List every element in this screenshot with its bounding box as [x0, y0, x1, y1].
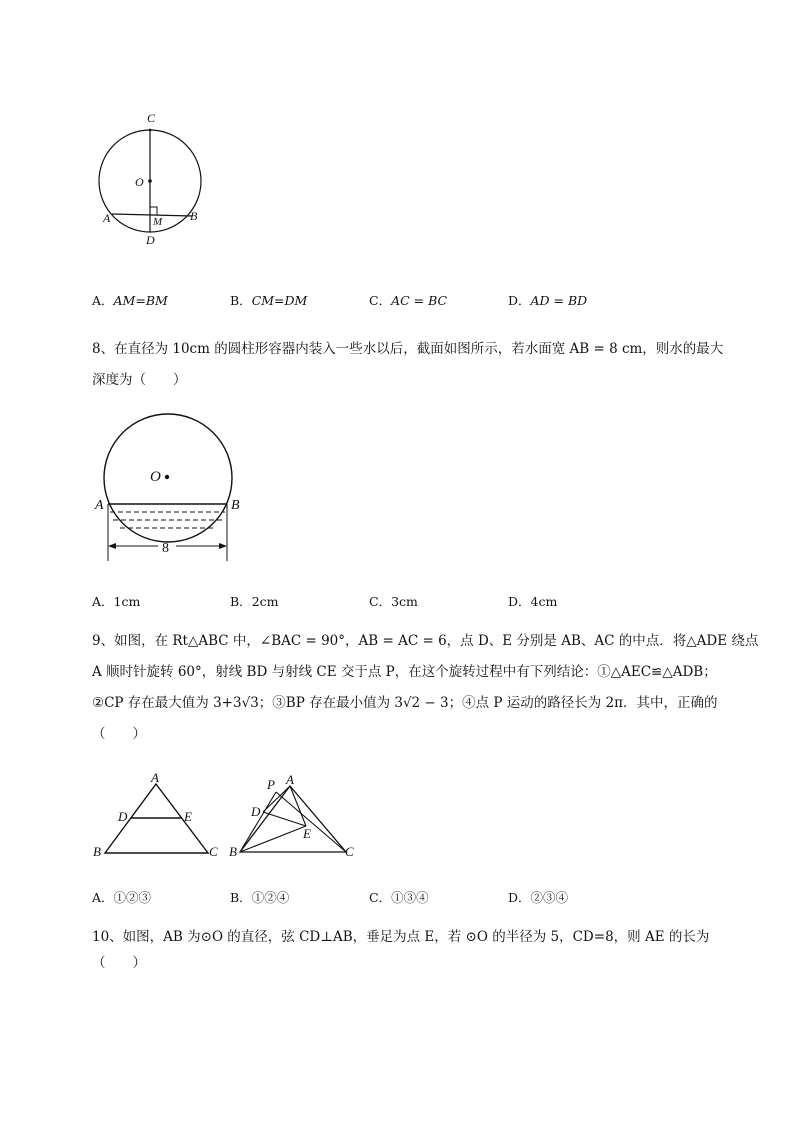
label-c: C: [209, 844, 218, 859]
q8-options: [92, 592, 732, 612]
option-letter: D．: [508, 594, 531, 609]
point-o: [148, 179, 152, 183]
option-letter: A．: [92, 890, 114, 905]
q8-stem: [92, 334, 732, 396]
option-text: CM=DM: [251, 293, 308, 308]
q8-option-d[interactable]: [508, 592, 557, 610]
q8-line-2: 深度为（ ）: [92, 372, 187, 388]
option-letter: A．: [92, 293, 114, 308]
q7-option-a[interactable]: [92, 291, 168, 309]
label-b: B: [190, 209, 198, 223]
option-letter: A．: [92, 594, 114, 609]
arrow-right: [219, 543, 227, 549]
point-o: [165, 475, 169, 479]
option-letter: B．: [230, 293, 252, 308]
q7-option-b[interactable]: [230, 291, 307, 309]
option-letter: B．: [230, 890, 252, 905]
label-d: D: [118, 809, 128, 824]
label-m: M: [153, 216, 163, 228]
q9-option-d[interactable]: [508, 888, 568, 906]
option-text: 2cm: [251, 594, 279, 609]
q8-line-1: 8、在直径为 10cm 的圆柱形容器内装入一些水以后，截面如图所示，若水面宽 AB = 8 cm，则水的最大: [92, 341, 724, 357]
chord-ab: [112, 214, 192, 216]
label-c: C: [345, 844, 354, 859]
label-a: A: [151, 770, 159, 785]
option-text: ①③④: [391, 890, 429, 905]
label-o: O: [135, 175, 144, 189]
triangle-abc: [240, 786, 346, 852]
option-text: AC = BC: [391, 293, 448, 308]
q10-line-1: 10、如图，AB 为⊙O 的直径，弦 CD⊥AB，垂足为点 E，若 ⊙O 的半径为 5，CD=8，则 AE 的长为: [92, 929, 710, 945]
label-c: C: [147, 111, 156, 125]
q9-option-b[interactable]: [230, 888, 289, 906]
option-letter: D．: [508, 293, 531, 308]
q9-line-4: （ ）: [92, 726, 146, 742]
label-e: E: [303, 826, 311, 841]
label-o: O: [150, 469, 161, 485]
point-c: [149, 129, 152, 132]
label-d: D: [146, 233, 155, 247]
water-container-figure: [90, 405, 250, 560]
segment-de: [263, 812, 306, 826]
q8-option-a[interactable]: [92, 592, 140, 610]
triangle-figure-2: [228, 770, 360, 862]
label-a: A: [95, 498, 104, 513]
option-text: ①②④: [251, 890, 290, 905]
q9-stem: [92, 626, 759, 750]
q10-stem: [92, 924, 732, 976]
label-b: B: [231, 498, 240, 513]
q9-option-c[interactable]: [369, 888, 429, 906]
q10-line-2: （ ）: [92, 955, 146, 971]
arrow-left: [108, 543, 116, 549]
option-text: AM=BM: [113, 293, 168, 308]
option-letter: C．: [369, 890, 392, 905]
triangle-figure-1: [88, 770, 228, 862]
right-angle-mark: [150, 207, 157, 215]
q9-line-3: ②CP 存在最大值为 3+3√3；③BP 存在最小值为 3√2 − 3；④点 P 运动的路径长为 2π．其中，正确的: [92, 695, 718, 711]
circle-chord-figure: [90, 105, 215, 250]
option-letter: D．: [508, 890, 531, 905]
option-text: ②③④: [530, 890, 569, 905]
q7-option-c[interactable]: [369, 291, 447, 309]
ray-bp: [240, 792, 276, 852]
q9-options: [92, 888, 732, 908]
option-letter: C．: [369, 293, 392, 308]
q7-options: [92, 291, 732, 311]
label-d: D: [251, 804, 261, 819]
option-text: 1cm: [113, 594, 141, 609]
label-p: P: [267, 777, 275, 792]
label-width: 8: [162, 541, 169, 556]
q9-line-1: 9、如图，在 Rt△ABC 中，∠BAC = 90°，AB = AC = 6，点 D、E 分别是 AB、AC 的中点．将△ADE 绕点: [92, 633, 759, 649]
q9-option-a[interactable]: [92, 888, 151, 906]
label-b: B: [229, 844, 237, 859]
label-a: A: [103, 211, 111, 225]
option-text: 3cm: [391, 594, 418, 609]
q8-option-c[interactable]: [369, 592, 418, 610]
label-a: A: [286, 772, 294, 787]
ray-cp: [276, 792, 346, 852]
q8-option-b[interactable]: [230, 592, 279, 610]
label-b: B: [93, 844, 101, 859]
q9-line-2: A 顺时针旋转 60°，射线 BD 与射线 CE 交于点 P，在这个旋转过程中有下列结论：①△AEC≌△ADB；: [92, 664, 717, 680]
option-text: AD = BD: [530, 293, 588, 308]
option-letter: B．: [230, 594, 252, 609]
q7-option-d[interactable]: [508, 291, 587, 309]
option-text: 4cm: [530, 594, 558, 609]
label-e: E: [184, 809, 192, 824]
option-letter: C．: [369, 594, 392, 609]
option-text: ①②③: [113, 890, 152, 905]
